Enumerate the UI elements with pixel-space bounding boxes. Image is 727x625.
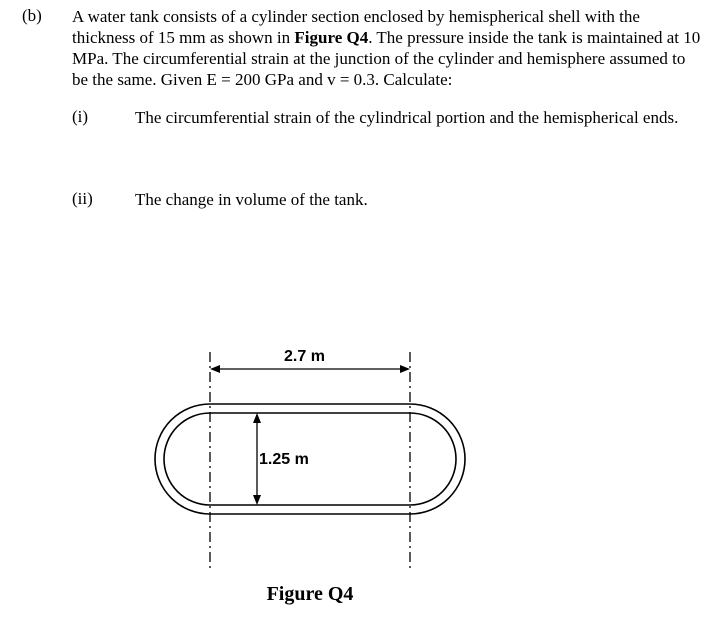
item-text-ii: The change in volume of the tank. — [135, 190, 368, 209]
diameter-label: 1.25 m — [259, 451, 309, 468]
item-text-i: The circumferential strain of the cylindrical portion and the hemispherical ends. — [135, 108, 679, 127]
diameter-arrow-top — [253, 413, 261, 423]
question-label: (b) — [22, 6, 42, 25]
length-arrow-left — [210, 365, 220, 373]
figure-caption: Figure Q4 — [266, 583, 354, 605]
question-text-part2: . The pressure inside the tank is maintained at 10 MPa. The circumferential strain at the junction of the cylinder and hemisphere assumed to be the same. Given E = 200 GPa and v = 0.3. Calculate: — [72, 28, 701, 89]
diameter-arrow-bottom — [253, 495, 261, 505]
length-label: 2.7 m — [284, 348, 325, 365]
tank-outer-shell — [155, 404, 465, 514]
length-arrow-right — [400, 365, 410, 373]
question-text-part1: A water tank consists of a cylinder section enclosed by hemispherical shell with the thickness of 15 mm as shown in — [72, 7, 640, 47]
item-number-ii: (ii) — [72, 189, 93, 208]
tank-inner-shell — [164, 413, 456, 505]
item-number-i: (i) — [72, 107, 89, 126]
figure-reference: Figure Q4 — [294, 28, 369, 47]
